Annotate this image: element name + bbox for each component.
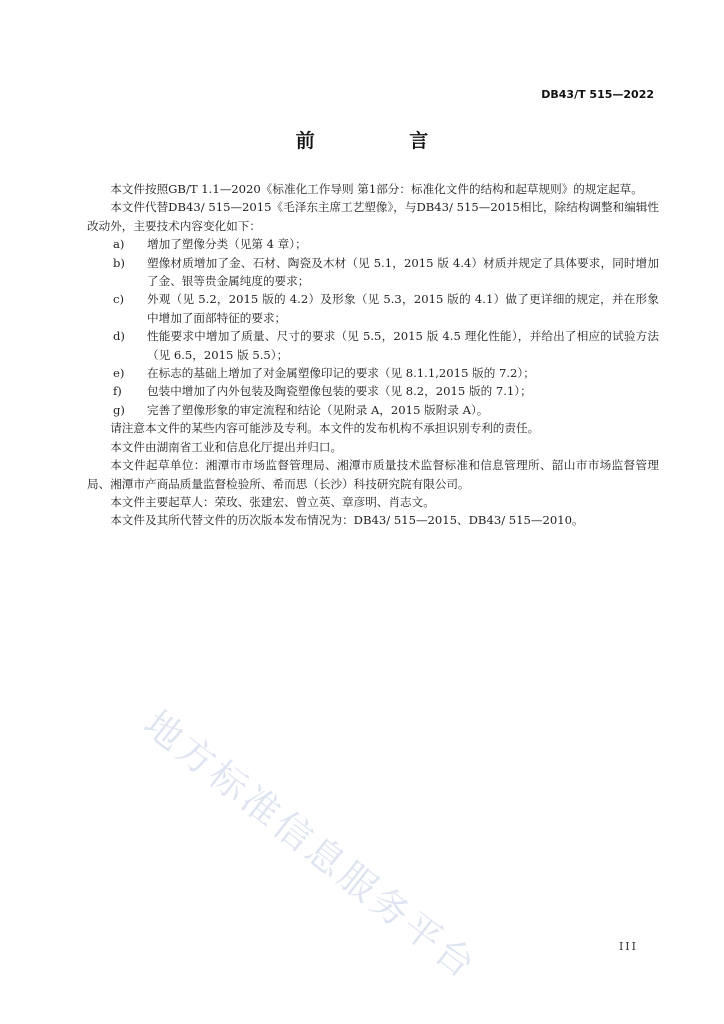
list-marker: b) (113, 255, 125, 270)
list-item-text: 塑像材质增加了金、石材、陶瓷及木材（见 5.1，2015 版 4.4）材质并规定了具体要求，同时增加了金、银等贵金属纯度的要求； (147, 255, 659, 289)
list-marker: g) (113, 402, 125, 417)
list-item (87, 235, 659, 253)
list-marker: e) (113, 366, 125, 381)
list-item (87, 382, 659, 400)
watermark: 地方标准信息服务平台 (135, 702, 486, 989)
paragraph: 本文件由湖南省工业和信息化厅提出并归口。 (110, 439, 343, 454)
list-item-text: 增加了塑像分类（见第 4 章）； (147, 237, 307, 252)
page-number: III (618, 940, 638, 953)
list-item-text: 外观（见 5.2，2015 版的 4.2）及形象（见 5.3，2015 版的 4.1）做了更详细的规定，并在形象中增加了面部特征的要求； (147, 292, 659, 325)
list-item-text: 完善了塑像形象的审定流程和结论（见附录 A，2015 版附录 A）。 (147, 402, 489, 417)
list-item (87, 254, 659, 291)
list-item-text: 包装中增加了内外包装及陶瓷塑像包装的要求（见 8.2，2015 版的 7.1）； (147, 384, 532, 399)
paragraph: 本文件及其所代替文件的历次版本发布情况为：DB43/ 515—2015、DB43/ 515—2010。 (110, 513, 584, 528)
list-marker: c) (113, 292, 125, 307)
foreword-body (87, 180, 659, 530)
list-marker: f) (113, 384, 122, 399)
paragraph: 本文件代替DB43/ 515—2015《毛泽东主席工艺塑像》，与DB43/ 515—2015相比，除结构调整和编辑性改动外，主要技术内容变化如下： (87, 200, 659, 233)
list-marker: a) (113, 237, 125, 252)
list-item (87, 364, 659, 382)
standard-code: DB43/T 515—2022 (541, 88, 654, 101)
list-marker: d) (113, 329, 125, 344)
paragraph: 本文件按照GB/T 1.1—2020《标准化工作导则 第1部分：标准化文件的结构和起草规则》的规定起草。 (110, 182, 643, 196)
paragraph: 本文件起草单位：湘潭市市场监督管理局、湘潭市质量技术监督标准和信息管理所、韶山市市场监督管理局、湘潭市产商品质量监督检验所、希而思（长沙）科技研究院有限公司。 (87, 458, 659, 491)
page-title: 前 言 (295, 130, 473, 152)
list-item (87, 327, 659, 364)
list-item-text: 在标志的基础上增加了对金属塑像印记的要求（见 8.1.1,2015 版的 7.2）； (147, 366, 535, 381)
list-item (87, 401, 659, 419)
paragraph: 本文件主要起草人：荣玫、张建宏、曾立英、章彦明、肖志文。 (110, 494, 435, 509)
list-item (87, 290, 659, 327)
paragraph: 请注意本文件的某些内容可能涉及专利。本文件的发布机构不承担识别专利的责任。 (110, 421, 540, 436)
list-item-text: 性能要求中增加了质量、尺寸的要求（见 5.5，2015 版 4.5 理化性能），并给出了相应的试验方法（见 6.5，2015 版 5.5）； (147, 329, 659, 362)
